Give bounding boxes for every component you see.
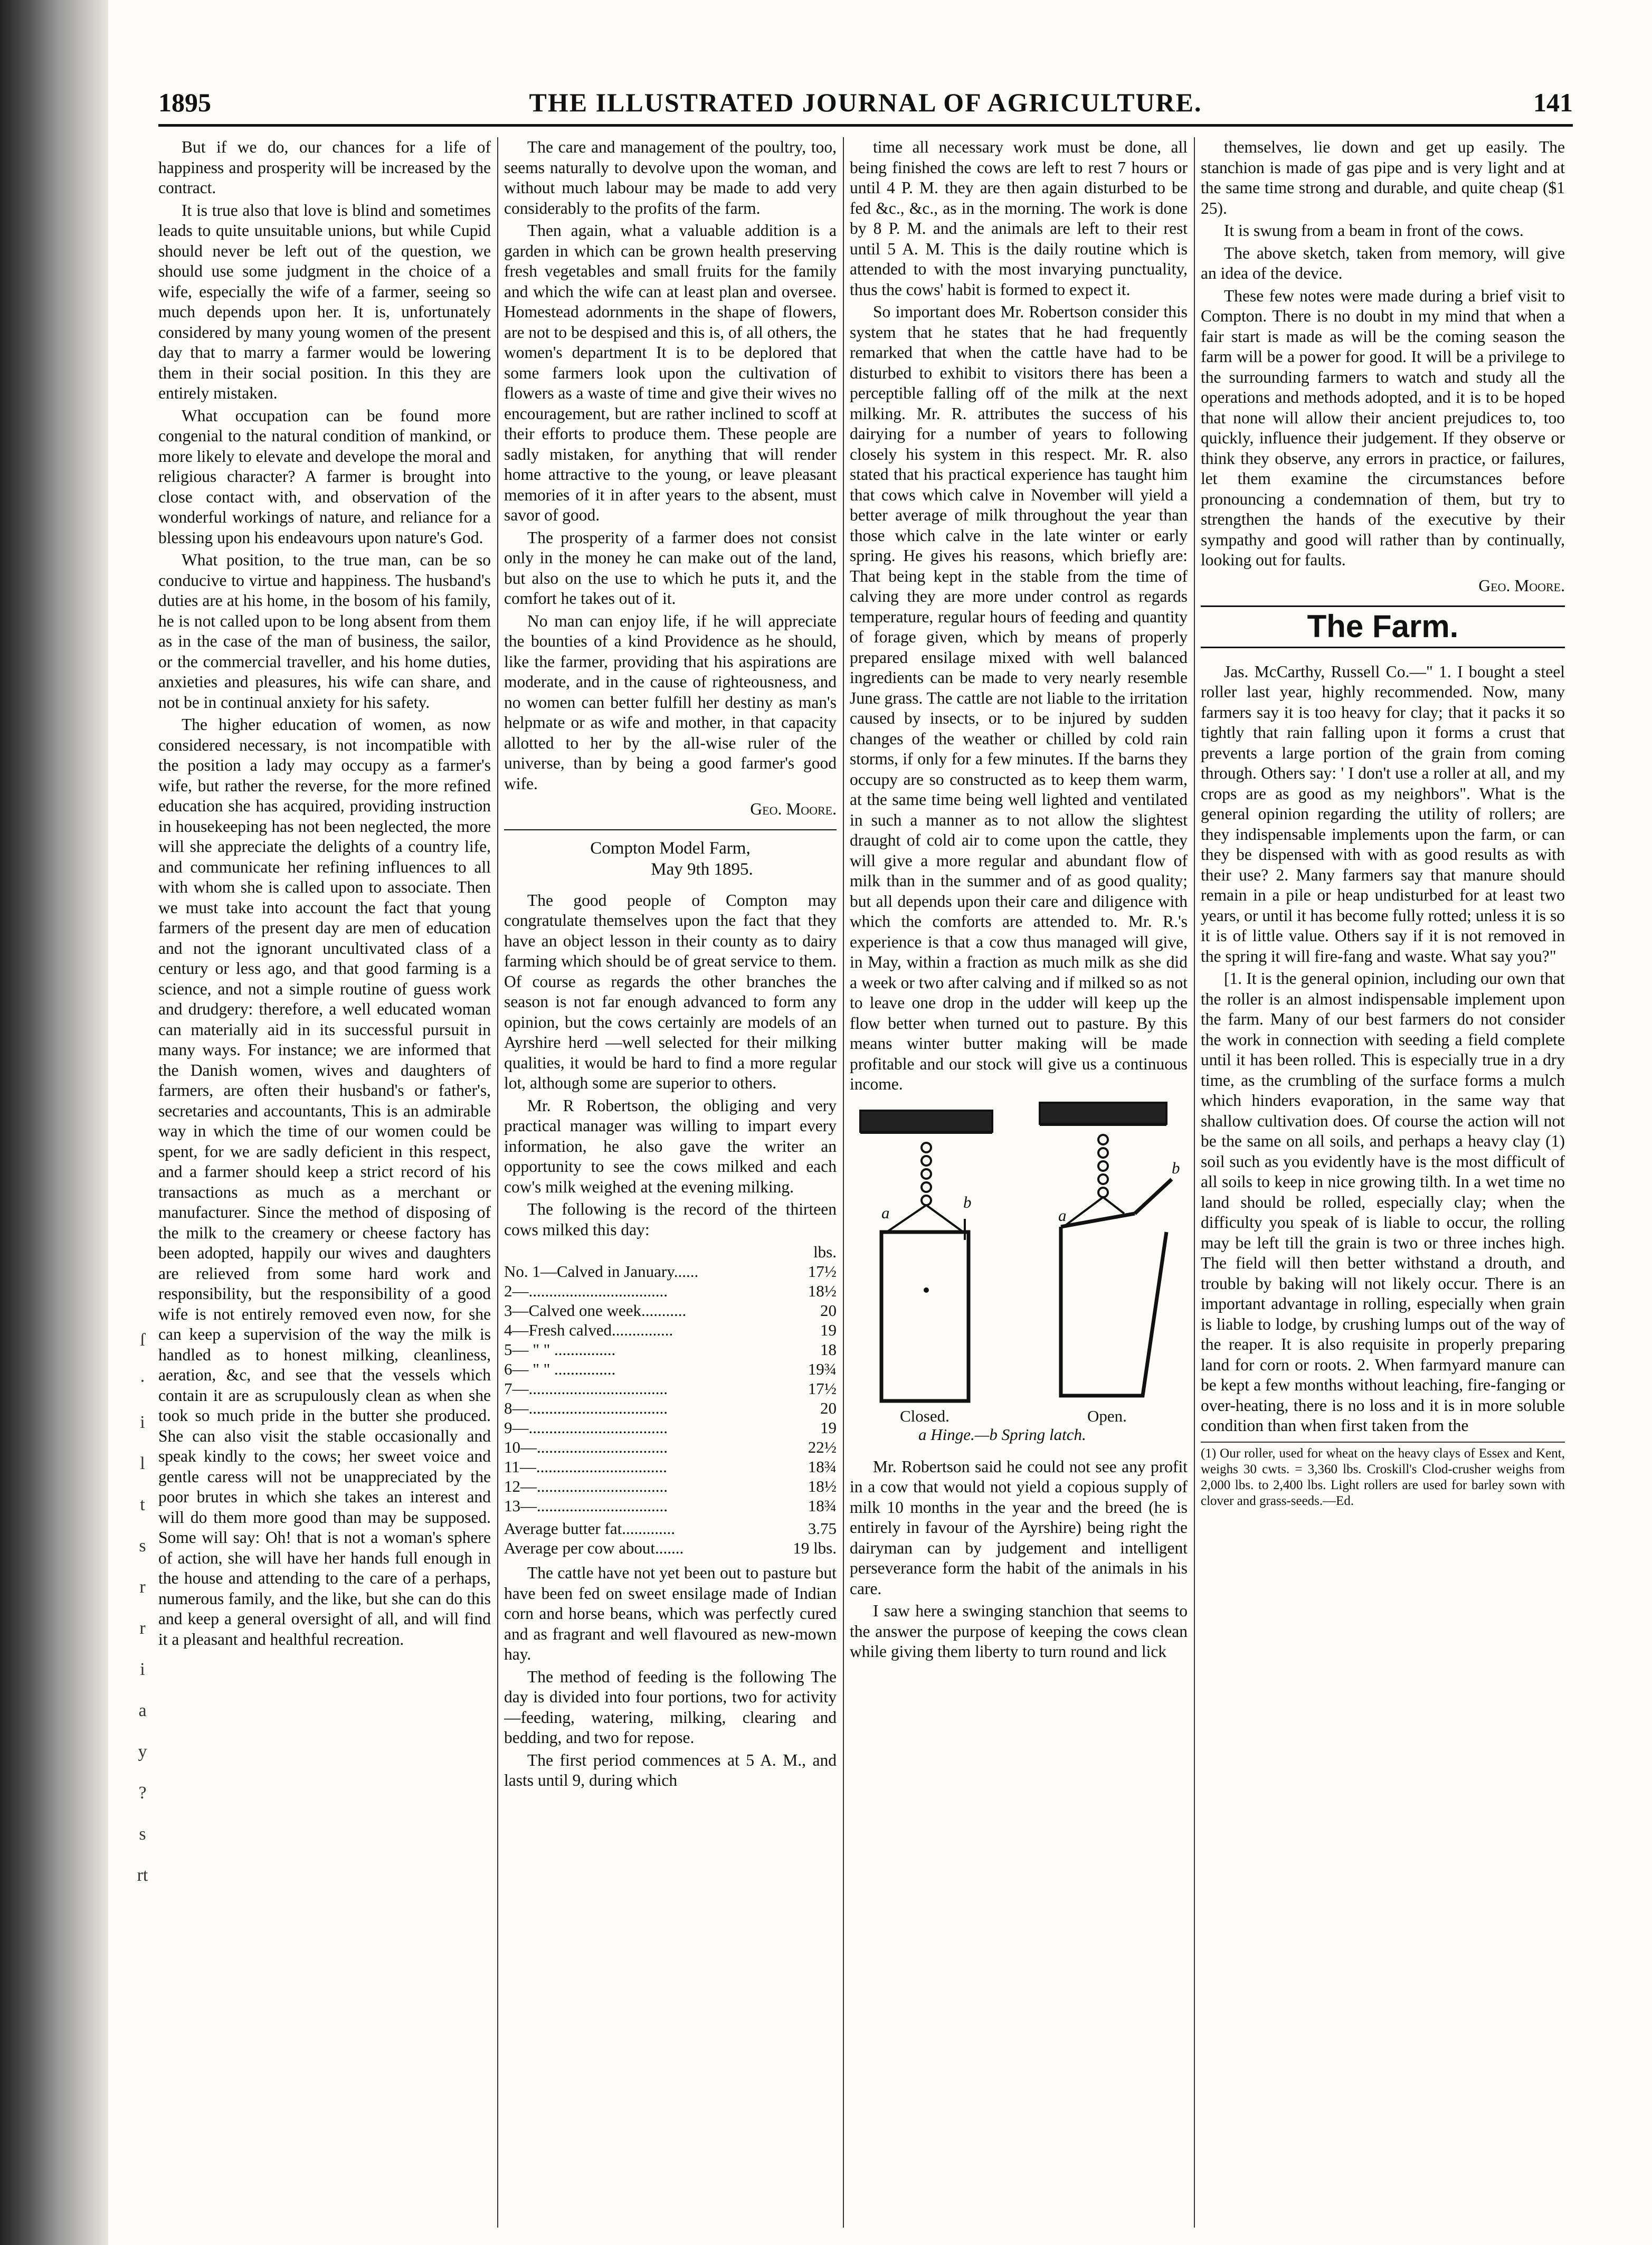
latch-mark: b [963, 1192, 972, 1211]
record-value: 18½ [808, 1477, 837, 1495]
record-label: 11—................................ [504, 1457, 667, 1476]
paragraph: It is true also that love is blind and sometimes leads to quite unsuitable unions, but while Cupid should never be left out of the question, we should use some judgment in the choice of a wife, especially the wife of a farmer, seeing so much depends upon her. It is, unfortunately considered by many young women of the present day that to marry a farmer would be lowering them in their social position. In this they are entirely mistaken. [158, 201, 491, 402]
table-row [504, 1457, 837, 1476]
record-label: 7—.................................. [504, 1379, 668, 1398]
hinge-mark: a [881, 1203, 890, 1222]
record-label: 3—Calved one week........... [504, 1301, 687, 1320]
latch-mark: b [1172, 1158, 1180, 1177]
margin-marks [127, 1320, 158, 1896]
record-value: 20 [820, 1399, 837, 1417]
record-value: 19 [820, 1321, 837, 1339]
closed-label: Closed. [900, 1406, 950, 1425]
paragraph: The good people of Compton may congratulate themselves upon the fact that they have an object lesson in their county as to dairy farming which should be of great service to them. Of course as regards the other branches the season is not far enough advanced to form any opinion, but the cows certainly are models of an Ayrshire herd —well selected for their milking qualities, it would be hard to find a more regular lot, although some are superior to others. [504, 891, 837, 1092]
record-value: 22½ [808, 1438, 837, 1456]
record-label: 10—................................ [504, 1438, 668, 1456]
paragraph: It is swung from a beam in front of the cows. [1224, 221, 1524, 240]
paragraph: Mr. Robertson said he could not see any profit in a cow that would not yield a copious supply of milk 10 months in the year and the breed (he is entirely in favour of the Ayrshire) being right the dairyman can by judgement and intelligent perseverance form the habit of the animals in his care. [850, 1457, 1188, 1598]
column-rule [843, 137, 844, 2228]
paragraph: The prosperity of a farmer does not consist only in the money he can make out of the land, but also on the use to which he puts it, and the comfort he takes out of it. [504, 528, 837, 608]
page-header [158, 87, 1573, 127]
milk-averages [504, 1519, 837, 1558]
margin-mark: ? [138, 1783, 147, 1803]
paragraph: The method of feeding is the following The day is divided into four portions, two for activity—feeding, watering, milking, clearing and bedding, and two for repose. [504, 1667, 837, 1747]
table-row [504, 1519, 837, 1538]
paragraph: The above sketch, taken from memory, will give an idea of the device. [1201, 243, 1565, 282]
column-rule [1194, 137, 1195, 2228]
avg-cow-label: Average per cow about....... [504, 1539, 684, 1557]
margin-mark: t [140, 1495, 145, 1514]
table-row [504, 1379, 837, 1398]
header-year: 1895 [158, 88, 211, 117]
record-label: 4—Fresh calved............... [504, 1321, 673, 1339]
column-3 [850, 137, 1188, 2228]
record-value: 17½ [808, 1262, 837, 1281]
table-row [504, 1340, 837, 1359]
record-value: 18¾ [808, 1457, 837, 1476]
column-4 [1201, 137, 1565, 2228]
paragraph: What occupation can be found more congenial to the natural condition of mankind, or more likely to elevate and develope the moral and religious character? A farmer is brought into close contact with, and observation of the wonderful workings of nature, and reliance for a blessing upon his endeavours upon nature's God. [158, 406, 491, 547]
margin-mark: rt [137, 1865, 148, 1885]
record-value: 20 [820, 1301, 837, 1320]
record-label: 5— " " ............... [504, 1340, 616, 1359]
paragraph: Mr. R Robertson, the obliging and very practical manager was willing to impart every information, he also gave the writer an opportunity to see the cows milked and each cow's milk weighed at the evening milking. [504, 1096, 837, 1196]
table-row [504, 1281, 837, 1301]
table-row [504, 1262, 837, 1281]
paragraph: These few notes were made during a brief visit to Compton. There is no doubt in my mind that when a fair start is made as will be the coming season the farm will be a power for good. It will be a privilege to the surrounding farmers to watch and study all the operations and methods adopted, and it is to be hoped that none will allow their ancient prejudices to, too quickly, influence their judgement. If they observe or think they observe, any errors in practice, or failures, let them examine the circumstances before pronouncing a condemnation of them, but try to strengthen the hands of the executive by their sympathy and good will rather than by continually, looking out for faults. [1201, 286, 1565, 569]
paragraph: themselves, lie down and get up easily. The stanchion is made of gas pipe and is very light and at the same time strong and durable, and quite cheap ($1 25). [1201, 138, 1565, 217]
paragraph: The higher education of women, as now considered necessary, is not incompatible with the position a lady may occupy as a farmer's wife, but rather the reverse, for the more refined education she has acquired, providing instruction in housekeeping has not been neglected, the more will she appreciate the delights of a country life, and communicate her refining influences to all with whom she is called upon to associate. Then we must take into account the fact that young farmers of the present day are men of education and not the ignorant uncultivated class of a century or less ago, and that good farming is a science, and not a simple routine of guess work and drudgery: therefore, a well educated woman can materially aid in its successful pursuit in many ways. For instance; we are informed that the Danish women, wives and daughters of farmers, are often their husband's or father's, secretaries and accountants, This is an admirable way in which the time of our women could be spent, for we are sadly deficient in this respect, and a farmer should keep a strict record of his transactions as much as a merchant or manufacturer. Since the method of disposing of the milk to the creamery or cheese factory has been adopted, happily our wives and daughters are relieved from some hard work and responsibility, but the responsibility of a good wife is not entirely removed even now, for she can keep a supervision of the way the milk is handled as to honest milking, cleanliness, aeration, &c, and see that the vessels which contain it are as scrupulously clean as when she took so much pride in the butter she produced. She can also visit the stable occasionally and speak kindly to the cows; her sweet voice and gentle caress will not be unappreciated by the poor brutes in which she takes an interest and will do them more good than may be supposed. Some will say: Oh! that is not a woman's sphere of action, she will have her hands full enough in the house and attending to the care of a perhaps, numerous family, and the like, but she can do this and keep a general oversight of all, and will find it a pleasant and healthful recreation. [158, 715, 491, 1649]
paragraph: But if we do, our chances for a life of happiness and prosperity will be increased by the contract. [158, 138, 491, 197]
record-value: 19 [820, 1418, 837, 1437]
record-value: 18½ [808, 1282, 837, 1300]
section-title [504, 838, 837, 880]
table-row [504, 1359, 837, 1379]
paragraph: Then again, what a valuable addition is a garden in which can be grown health preserving fresh vegetables and small fruits for the family and which the wife can at least plan and oversee. Homestead adornments in the shape of flowers, are not to be despised and this is, of all others, the women's department It is to be deplored that some farmers look upon the cultivation of flowers as a waste of time and give their wives no encouragement, but are rather inclined to scoff at their efforts to produce them. These people are sadly mistaken, for anything that will render home attractive to the young, or leave pleasant memories of it in after years to the absent, must savor of good. [504, 221, 837, 524]
closed-stanchion [860, 1111, 992, 1401]
record-label: 2—.................................. [504, 1282, 668, 1300]
record-label: 13—................................ [504, 1496, 668, 1515]
avg-fat-label: Average butter fat............. [504, 1519, 675, 1538]
column-rule [497, 137, 498, 2228]
margin-mark: s [139, 1824, 146, 1844]
record-value: 18¾ [808, 1496, 837, 1515]
table-row [504, 1398, 837, 1418]
avg-cow-value: 19 lbs. [793, 1539, 837, 1557]
margin-mark: y [138, 1742, 147, 1761]
paragraph: The following is the record of the thirteen cows milked this day: [504, 1200, 837, 1239]
table-row [504, 1476, 837, 1496]
record-value: 19¾ [808, 1360, 837, 1378]
paragraph: The cattle have not yet been out to pasture but have been fed on sweet ensilage made of Indian corn and horse beans, which was perfectly cured and as fragrant and well flavoured as new-mown hay. [504, 1564, 837, 1663]
figure-caption: a Hinge.—b Spring latch. [918, 1425, 1086, 1444]
table-row [504, 1496, 837, 1515]
paragraph: Jas. McCarthy, Russell Co.—" 1. I bought a steel roller last year, highly recommended. Now, many farmers say it is too heavy for clay; that it packs it so tightly that rain falling upon it forms a crust that prevents a large portion of the grain from coming through. Others say: ' I don't use a roller at all, and my crops are as good as my neighbors". What is the general opinion regarding the utility of rollers; are they indispensable implements upon the farm, or can they be dispensed with with as good results as with their use? 2. Many farmers say that manure should remain in a pile or heap undisturbed for at least two years, or until it has become fully rotted; unless it is so it is of little value. Others say if it is not removed in the spring it will fire-fang and waste. What say you?" [1201, 662, 1565, 965]
open-stanchion [1040, 1103, 1172, 1396]
margin-mark: i [140, 1660, 145, 1679]
table-header-row [504, 1242, 837, 1262]
footnote: (1) Our roller, used for wheat on the heavy clays of Essex and Kent, weighs 30 cwts. = 3,360 lbs. Croskill's Clod-crusher weighs from 2,000 lbs. to 2,400 lbs. Light rollers are used for barley sown with clover and grass-seeds.—Ed. [1201, 1442, 1565, 1509]
author-signature: Geo. Moore. [1478, 576, 1565, 595]
divider [504, 829, 837, 830]
record-label: No. 1—Calved in January...... [504, 1262, 699, 1281]
milk-record-table [504, 1242, 837, 1515]
record-label: 6— " " ............... [504, 1360, 616, 1378]
paragraph: The first period commences at 5 A. M., and lasts until 9, during which [504, 1750, 837, 1789]
table-row [504, 1320, 837, 1340]
table-row [504, 1418, 837, 1437]
margin-mark: l [140, 1454, 145, 1473]
section-heading: The Farm. [1201, 605, 1565, 648]
margin-mark: a [138, 1701, 147, 1720]
page-number: 141 [1533, 88, 1573, 117]
paragraph: So important does Mr. Robertson consider this system that he states that he had frequently remarked that when the cattle have had to be disturbed to exhibit to visitors there has been a perceptible falling off of the milk at the next milking. Mr. R. attributes the success of his dairying for a number of years to following closely his system in this respect. Mr. R. also stated that his practical experience has taught him that cows which calve in November will yield a better average of milk throughout the year than those which calve in the late winter or early spring. He gives his reasons, which briefly are: That being kept in the stable from the time of calving they are more under control as regards temperature, regular hours of feeding and quantity of forage given, which by means of properly prepared ensilage mixed with well balanced ingredients can be made to very nearly resemble June grass. The cattle are not liable to the irritation caused by insects, or to be injured by sudden changes of the weather or chilled by cold rain storms, if only for a few minutes. If the barns they occupy are so constructed as to keep them warm, at the same time being well lighted and ventilated in such a manner as to not allow the slightest draught of cold air to come upon the cattle, they will give a more regular and abundant flow of milk than in the summer and of as good quality; but all depends upon their care and diligence with which the comforts are attended to. Mr. R.'s experience is that a cow thus managed will give, in May, within a fraction as much milk as she did a week or two after calving and if milked so as not to leave one drop in the udder will keep up the flow better when turned out to pasture. By this means winter butter making will be made profitable and our stock will give us a continuous income. [850, 302, 1188, 1093]
stanchion-figure [850, 1100, 1188, 1444]
margin-mark: i [140, 1413, 145, 1432]
stanchion-illustration [850, 1100, 1188, 1406]
table-row [504, 1437, 837, 1457]
record-label: 9—.................................. [504, 1418, 668, 1437]
paragraph: The care and management of the poultry, too, seems naturally to devolve upon the woman, and without much labour may be made to add very considerably to the profits of the farm. [504, 138, 837, 217]
margin-mark: r [139, 1618, 146, 1638]
record-value: 17½ [808, 1379, 837, 1398]
author-signature: Geo. Moore. [750, 800, 837, 818]
margin-mark: · [139, 1371, 146, 1391]
margin-mark: ſ [140, 1330, 145, 1350]
unit-label: lbs. [813, 1243, 837, 1261]
paragraph: What position, to the true man, can be so conducive to virtue and happiness. The husband's duties are at his home, in the bosom of his family, he is not called upon to be long absent from them as in the case of the man of business, the sailor, or the commercial traveller, and his home duties, anxieties and pleasures, his wife can share, and not be in continual anxiety for his safety. [158, 551, 491, 712]
table-row [504, 1301, 837, 1320]
journal-title: THE ILLUSTRATED JOURNAL OF AGRICULTURE. [529, 88, 1202, 117]
paragraph: [1. It is the general opinion, including our own that the roller is an almost indispensable implement upon the farm. Many of our best farmers do not consider the work in connection with seeding a field complete until it has been rolled. This is especially true in a dry time, as the crumbling of the surface forms a mulch which hinders evaporation, in the same way that shallow cultivation does. Of course the action will not be the same on all soils, and perhaps a heavy clay (1) soil such as you evidently have is the most difficult of all soils to keep in nice growing tilth. In a wet time no land should be rolled, especially clay; when the difficulty you speak of is liable to occur, the rolling may be left till the grain is two or three inches high. The field will then better withstand a drouth, and trouble by baking will not likely occur. There is an important advantage in rolling, especially when grain is liable to lodge, by crushing lumps out of the way of the reaper. It is also requisite in properly preparing land for corn or roots. 2. When farmyard manure can be kept a few months without leaching, fire-fanging or over-heating, there is no loss and it is in more soluble condition than when first taken from the [1201, 969, 1565, 1435]
section-title-date: May 9th 1895. [651, 859, 753, 879]
column-2 [504, 137, 837, 2228]
table-row [504, 1538, 837, 1558]
paragraph: No man can enjoy life, if he will appreciate the bounties of a kind Providence as he should, like the farmer, providing that his aspirations are moderate, and in the cause of righteousness, and no women can better fulfill her destiny as man's helpmate or as wife and mother, in that capacity allotted to her by the all-wise ruler of the universe, than by being a good farmer's good wife. [504, 611, 837, 793]
column-1 [158, 137, 491, 2228]
margin-mark: r [139, 1577, 146, 1597]
paragraph: time all necessary work must be done, all being finished the cows are left to rest 7 hours or until 4 P. M. they are then again disturbed to be fed &c., &c., as in the morning. The work is done by 8 P. M. and the animals are left to their rest until 5 A. M. This is the daily routine which is attended to with the most invarying punctuality, thus the cows' habit is formed to expect it. [850, 138, 1188, 299]
book-spine-shadow [0, 0, 108, 2245]
hinge-mark: a [1058, 1206, 1067, 1225]
record-value: 18 [820, 1340, 837, 1359]
margin-mark: s [139, 1536, 146, 1556]
record-label: 8—.................................. [504, 1399, 668, 1417]
record-label: 12—................................ [504, 1477, 668, 1495]
avg-fat-value: 3.75 [808, 1519, 837, 1538]
open-label: Open. [1087, 1406, 1127, 1425]
paragraph: I saw here a swinging stanchion that seems to the answer the purpose of keeping the cows clean while giving them liberty to turn round and lick [850, 1602, 1188, 1661]
section-title-line: Compton Model Farm, [590, 838, 751, 858]
